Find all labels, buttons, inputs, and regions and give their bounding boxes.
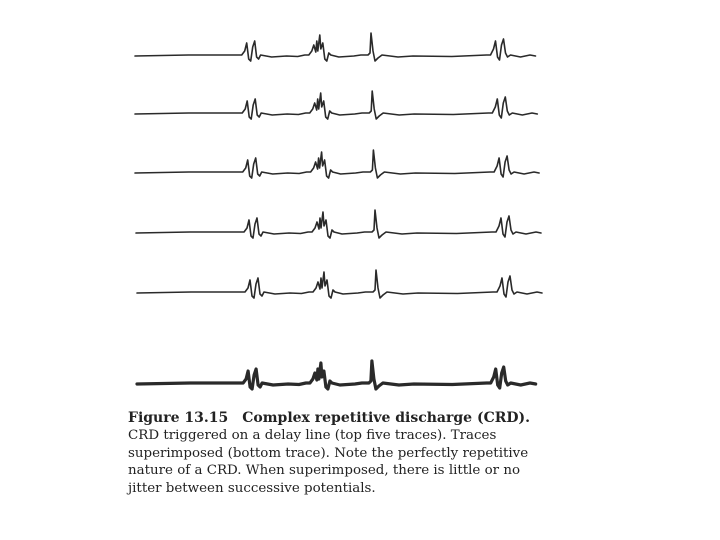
trace-1	[135, 33, 536, 61]
figure-title: Complex repetitive discharge (CRD).	[242, 410, 530, 426]
trace-4	[136, 210, 541, 238]
figure-label: Figure 13.15	[128, 410, 229, 426]
trace-2	[135, 91, 537, 119]
trace-5	[137, 270, 542, 298]
superimposed-trace	[137, 361, 536, 389]
figure-caption	[128, 410, 548, 497]
trace-3	[135, 150, 539, 178]
figure-caption-body: CRD triggered on a delay line (top five traces). Traces superimposed (bottom trace). Note the perfectly repetitive nature of a CRD. When superimposed, there is little or no jitter between successive potentials.	[128, 428, 529, 496]
